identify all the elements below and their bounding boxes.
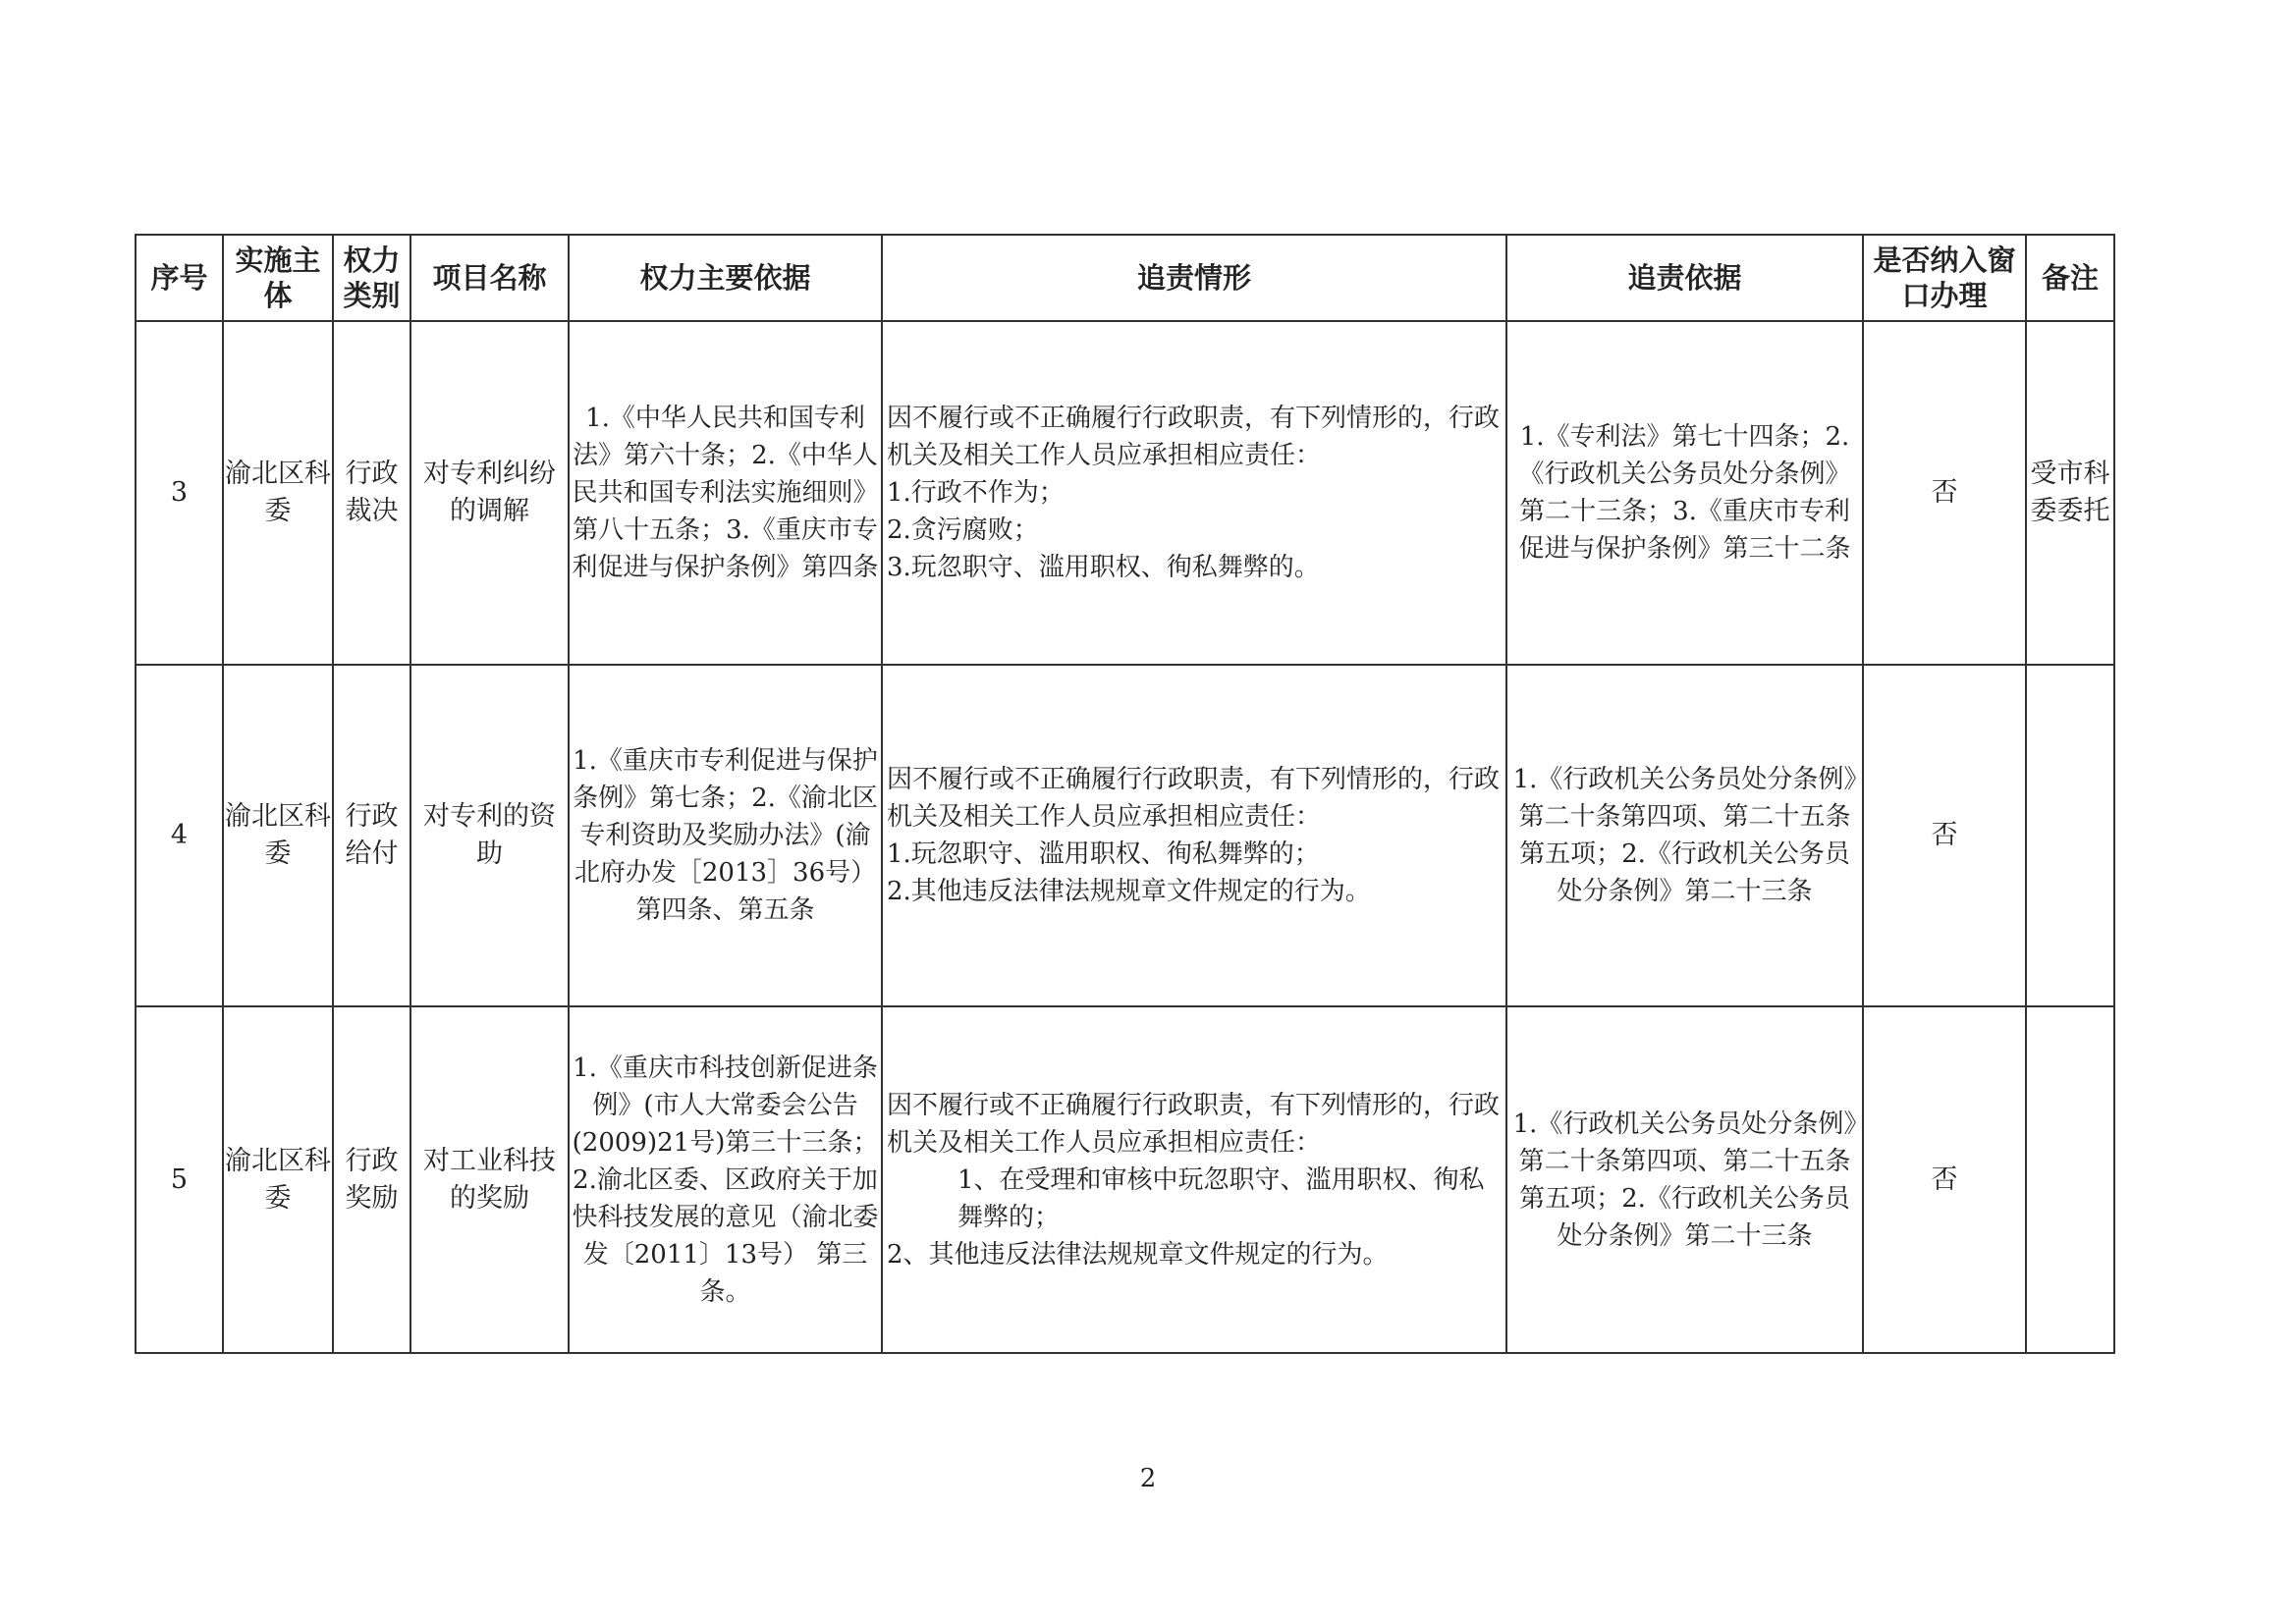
resp-text [883,400,1505,586]
cell-resp-basis [1506,665,1863,1006]
page-number: 2 [1139,1464,1157,1493]
resp-line: 1.玩忽职守、滥用职权、徇私舞弊的； [887,839,1320,869]
header-seq: 序号 [136,235,223,321]
header-type: 权力类别 [333,235,410,321]
table-row [136,321,2114,665]
cell-name: 对工业科技的奖励 [410,1006,569,1353]
header-resp: 追责情形 [882,235,1506,321]
resp-line: 1.行政不作为； [887,478,1065,508]
header-row [136,235,2114,321]
cell-type: 行政奖励 [333,1006,410,1353]
cell-subject: 渝北区科委 [223,665,333,1006]
cell-window: 否 [1863,665,2026,1006]
cell-subject: 渝北区科委 [223,1006,333,1353]
resp-line: 因不履行或不正确履行行政职责，有下列情形的，行政机关及相关工作人员应承担相应责任： [887,1090,1501,1158]
cell-basis [569,1006,882,1353]
resp-line: 因不履行或不正确履行行政职责，有下列情形的，行政机关及相关工作人员应承担相应责任： [887,404,1501,470]
cell-seq: 3 [136,321,223,665]
resp-basis-text: 1.《专利法》第七十四条；2.《行政机关公务员处分条例》第二十三条；3.《重庆市专利促进与保护条例》第三十二条 [1518,422,1851,564]
cell-resp [882,321,1506,665]
basis-text: 1.《中华人民共和国专利法》第六十条；2.《中华人民共和国专利法实施细则》第八十五条；3.《重庆市专利促进与保护条例》第四条 [572,404,879,582]
basis-text: 1.《重庆市科技创新促进条例》(市人大常委会公告(2009)21号)第三十三条；2.渝北区委、区政府关于加快科技发展的意见（渝北委发〔2011〕13号） 第三条。 [572,1053,879,1307]
header-remark: 备注 [2026,235,2114,321]
resp-line: 2、其他违反法律法规规章文件规定的行为。 [887,1239,1389,1270]
cell-resp-basis [1506,321,1863,665]
cell-basis [569,321,882,665]
table-row [136,665,2114,1006]
resp-line: 3.玩忽职守、滥用职权、徇私舞弊的。 [887,553,1320,582]
resp-basis-text: 1.《行政机关公务员处分条例》第二十条第四项、第二十五条第五项；2.《行政机关公务员处分条例》第二十三条 [1512,1109,1857,1251]
cell-remark [2026,1006,2114,1353]
cell-name: 对专利纠纷的调解 [410,321,569,665]
resp-line: 因不履行或不正确履行行政职责，有下列情形的，行政机关及相关工作人员应承担相应责任： [887,765,1501,832]
header-basis: 权力主要依据 [569,235,882,321]
cell-basis [569,665,882,1006]
basis-text: 1.《重庆市专利促进与保护条例》第七条；2.《渝北区专利资助及奖励办法》(渝北府办发［2013］36号）第四条、第五条 [573,746,878,925]
cell-window: 否 [1863,321,2026,665]
resp-line: 1、在受理和审核中玩忽职守、滥用职权、徇私舞弊的； [957,1164,1485,1232]
cell-type: 行政给付 [333,665,410,1006]
cell-type: 行政裁决 [333,321,410,665]
header-window: 是否纳入窗口办理 [1863,235,2026,321]
cell-resp [882,665,1506,1006]
header-name: 项目名称 [410,235,569,321]
resp-text [883,761,1505,910]
resp-line: 2.其他违反法律法规规章文件规定的行为。 [887,877,1371,906]
cell-subject: 渝北区科委 [223,321,333,665]
cell-name: 对专利的资助 [410,665,569,1006]
header-resp-basis: 追责依据 [1506,235,1863,321]
cell-window: 否 [1863,1006,2026,1353]
resp-basis-text: 1.《行政机关公务员处分条例》第二十条第四项、第二十五条第五项；2.《行政机关公务员处分条例》第二十三条 [1512,765,1857,906]
cell-remark [2026,665,2114,1006]
resp-line: 2.贪污腐败； [887,515,1039,545]
cell-remark: 受市科委委托 [2026,321,2114,665]
power-list-table [135,234,2115,1354]
cell-seq: 5 [136,1006,223,1353]
cell-resp [882,1006,1506,1353]
resp-text [883,1087,1505,1273]
header-subject: 实施主体 [223,235,333,321]
cell-resp-basis [1506,1006,1863,1353]
table-row [136,1006,2114,1353]
cell-seq: 4 [136,665,223,1006]
